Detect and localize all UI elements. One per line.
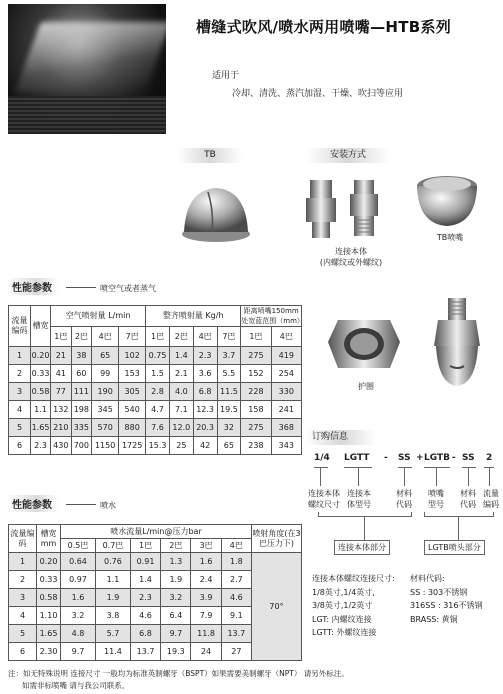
header-air: 空气喷射量 L/min	[51, 306, 146, 327]
perf1-heading: 性能参数	[6, 278, 58, 295]
header-flow-code: 流量编码	[9, 306, 31, 347]
table-cell: 42	[193, 437, 217, 455]
body-spec-line: 1/8英寸,1/4英寸,	[312, 587, 375, 597]
table-cell: 1.6	[61, 589, 96, 607]
table1-subheader: 7巴	[217, 327, 241, 347]
table-cell: 12.0	[169, 419, 193, 437]
table-cell: 540	[119, 401, 146, 419]
table-cell: 21	[51, 347, 72, 365]
table-cell: 330	[271, 383, 301, 401]
table1-subheader: 4巴	[193, 327, 217, 347]
table-row	[9, 553, 302, 571]
table-cell: 1.5	[146, 365, 170, 383]
table-cell: 1.8	[221, 553, 251, 571]
tb-cap-caption: TB喷嘴	[436, 233, 464, 242]
body-spec-line: LGTT: 外螺纹连接	[312, 628, 377, 637]
table-cell: 11.8	[191, 625, 221, 643]
table-row	[9, 347, 302, 365]
order-tick	[489, 468, 490, 486]
tb-tag: TB	[178, 148, 242, 163]
footnote	[8, 668, 349, 692]
order-label-flow: 流量编码	[483, 489, 499, 509]
table-cell: 0.33	[37, 571, 61, 589]
spray-angle-value: 70°	[252, 553, 302, 661]
table-cell: 2.8	[146, 383, 170, 401]
table-cell: 60	[71, 365, 92, 383]
table-cell: 1	[9, 553, 37, 571]
connector-body-caption	[306, 246, 396, 268]
table-cell: 9.7	[161, 625, 191, 643]
connector-body-caption-line1: 连接本体	[335, 247, 367, 256]
body-bracket-stem	[364, 516, 365, 540]
install-tag: 安装方式	[306, 148, 390, 163]
table2-subheader: 0.5巴	[61, 539, 96, 553]
body-bracket	[318, 512, 319, 517]
table-cell: 7.9	[191, 607, 221, 625]
table-cell: 7.1	[169, 401, 193, 419]
table-cell: 2.4	[191, 571, 221, 589]
header-angle: 喷射角度(在3巴压力下)	[252, 525, 302, 553]
table-cell: 254	[271, 365, 301, 383]
table-cell: 1.1	[31, 401, 51, 419]
footnote-line1: 注：如无特殊说明 连接尺寸 一般均为标准英制螺牙（BSPT）如果需要美制螺牙（NPT） 请另外标注。	[8, 669, 349, 678]
air-performance-table	[8, 305, 302, 455]
table-cell: 7.6	[146, 419, 170, 437]
apply-text: 冷却、清洗、蒸汽加湿、干燥、吹扫等应用	[232, 89, 404, 99]
table-cell: 0.76	[95, 553, 130, 571]
table-cell: 102	[119, 347, 146, 365]
table-cell: 4.7	[146, 401, 170, 419]
order-tick	[320, 468, 321, 486]
table-cell: 241	[271, 401, 301, 419]
spray-mist	[15, 22, 166, 92]
table-cell: 13.7	[130, 643, 160, 661]
table-cell: 1725	[119, 437, 146, 455]
apply-label: 适用于	[212, 71, 240, 81]
table-cell: 38	[71, 347, 92, 365]
table-cell: 153	[119, 365, 146, 383]
table-cell: 99	[92, 365, 119, 383]
table-cell: 6.8	[193, 383, 217, 401]
table-cell: 24	[191, 643, 221, 661]
order-tick	[436, 468, 437, 486]
table-cell: 13.7	[221, 625, 251, 643]
table-cell: 335	[71, 419, 92, 437]
table-cell: 111	[71, 383, 92, 401]
order-label-mat1: 材料代码	[396, 489, 412, 509]
table1-subheader: 2巴	[71, 327, 92, 347]
table-cell: 0.33	[31, 365, 51, 383]
connector-body-image	[302, 176, 392, 242]
order-tick	[468, 468, 469, 486]
table1-subheader: 4巴	[92, 327, 119, 347]
table-cell: 210	[51, 419, 72, 437]
material-spec-title: 材料代码:	[410, 574, 445, 583]
table-cell: 25	[169, 437, 193, 455]
header-thrust: 整齐喷射量 Kg/h	[146, 306, 241, 327]
nozzle-bracket-stem	[458, 516, 459, 540]
table-cell: 5	[9, 625, 37, 643]
table-cell: 198	[71, 401, 92, 419]
table-cell: 1.65	[37, 625, 61, 643]
footnote-line2: 如需非标喷嘴 请与我公司联系。	[22, 681, 130, 690]
table-cell: 9.7	[61, 643, 96, 661]
table-cell: 4.0	[169, 383, 193, 401]
table-cell: 0.97	[61, 571, 96, 589]
assembled-nozzle-image	[428, 296, 486, 388]
material-spec-line: SS : 303不锈钢	[410, 587, 468, 597]
table-cell: 3	[9, 383, 31, 401]
water-performance-table	[8, 524, 302, 661]
table-cell: 77	[51, 383, 72, 401]
perf1-note: 喷空气或者蒸气	[100, 284, 156, 293]
table-cell: 3.2	[161, 589, 191, 607]
table-cell: 0.58	[31, 383, 51, 401]
table-cell: 11.4	[95, 643, 130, 661]
table-cell: 4	[9, 607, 37, 625]
table-cell: 6	[9, 643, 37, 661]
table-cell: 41	[51, 365, 72, 383]
table2-subheader: 0.7巴	[95, 539, 130, 553]
order-code-thread: 1/4	[314, 453, 330, 463]
table-cell: 2	[9, 365, 31, 383]
table-cell: 3.8	[95, 607, 130, 625]
order-label-body-thread: 连接本体螺纹尺寸	[308, 489, 340, 509]
header-distance: 距离喷嘴150mm处宽蓝范围（mm）	[241, 307, 304, 325]
table1-subheader: 2巴	[169, 327, 193, 347]
header-flow-code-2: 流量编码	[9, 525, 37, 553]
table-cell: 2.3	[130, 589, 160, 607]
body-spec-title: 连接本体螺纹连接尺寸:	[312, 574, 395, 583]
table-cell: 1.10	[37, 607, 61, 625]
table-cell: 4.6	[221, 589, 251, 607]
order-code-body: LGTT	[344, 453, 370, 463]
table-cell: 158	[241, 401, 271, 419]
perf2-leader-line	[66, 504, 96, 505]
perf2-heading: 性能参数	[6, 495, 58, 512]
order-code-nozzle: LGTB	[424, 453, 450, 463]
order-tick	[358, 468, 359, 486]
order-code-dash1: -	[384, 453, 388, 463]
table2-subheader: 1巴	[130, 539, 160, 553]
table-cell: 0.20	[31, 347, 51, 365]
table-cell: 190	[92, 383, 119, 401]
table-cell: 4.6	[130, 607, 160, 625]
connector-body-caption-line2: (内螺纹或外螺纹)	[319, 258, 383, 267]
table-cell: 228	[241, 383, 271, 401]
table-cell: 152	[241, 365, 271, 383]
table-row	[9, 419, 302, 437]
tb-cap-image	[414, 170, 480, 228]
table-cell: 3.7	[217, 347, 241, 365]
table-cell: 4	[9, 401, 31, 419]
order-tag: 订购信息	[306, 430, 376, 445]
table-cell: 5	[9, 419, 31, 437]
material-spec-line: BRASS: 黄铜	[410, 614, 458, 624]
table-cell: 1	[9, 347, 31, 365]
table-cell: 1150	[92, 437, 119, 455]
table-cell: 368	[271, 419, 301, 437]
table-row	[9, 383, 302, 401]
table-cell: 2.3	[193, 347, 217, 365]
table-cell: 5.7	[95, 625, 130, 643]
table-row	[9, 365, 302, 383]
table-cell: 32	[217, 419, 241, 437]
table-cell: 0.20	[37, 553, 61, 571]
table1-subheader: 1巴	[51, 327, 72, 347]
table1-subheader: 1巴	[241, 327, 271, 347]
table-row	[9, 401, 302, 419]
table-cell: 15.3	[146, 437, 170, 455]
order-code-mat2: SS	[462, 453, 475, 463]
body-spec-line: 3/8英寸,1/2英寸	[312, 601, 373, 610]
table-cell: 430	[51, 437, 72, 455]
table-cell: 65	[217, 437, 241, 455]
material-spec-line: 316SS : 316不锈钢	[410, 601, 483, 610]
table-cell: 6.4	[161, 607, 191, 625]
header-slot-2: 槽宽mm	[37, 525, 61, 553]
table-cell: 2	[9, 571, 37, 589]
table-cell: 6	[9, 437, 31, 455]
table-cell: 0.91	[130, 553, 160, 571]
table-cell: 1.1	[95, 571, 130, 589]
order-label-mat2: 材料代码	[460, 489, 476, 509]
table2-subheader: 4巴	[221, 539, 251, 553]
table-cell: 343	[271, 437, 301, 455]
table-cell: 11.5	[217, 383, 241, 401]
spray-photo	[8, 4, 166, 134]
table-cell: 132	[51, 401, 72, 419]
table-cell: 65	[92, 347, 119, 365]
header-slot: 槽宽	[31, 306, 51, 347]
table-cell: 1.3	[161, 553, 191, 571]
table-cell: 0.58	[37, 589, 61, 607]
table-cell: 9.1	[221, 607, 251, 625]
order-code-dash2: -	[452, 453, 456, 463]
page-title: 槽缝式吹风/喷水两用喷嘴—HTB系列	[196, 18, 452, 36]
table-cell: 700	[71, 437, 92, 455]
order-underline	[424, 467, 450, 468]
table2-subheader: 3巴	[191, 539, 221, 553]
water-surface	[8, 96, 166, 134]
table1-subheader: 4巴	[271, 327, 301, 347]
tb-nozzle-image	[180, 184, 252, 244]
table-cell: 4.8	[61, 625, 96, 643]
table-cell: 305	[119, 383, 146, 401]
table-cell: 1.9	[161, 571, 191, 589]
table-cell: 0.64	[61, 553, 96, 571]
perf1-leader-line	[66, 287, 96, 288]
table-cell: 2.30	[37, 643, 61, 661]
table-cell: 275	[241, 347, 271, 365]
order-underline	[314, 467, 328, 468]
table-cell: 1.9	[95, 589, 130, 607]
nozzle-bracket	[424, 512, 425, 517]
order-code-flow: 2	[486, 453, 493, 463]
table-cell: 0.75	[146, 347, 170, 365]
table-cell: 2.7	[221, 571, 251, 589]
nozzle-bracket	[493, 512, 494, 517]
table-cell: 3.6	[193, 365, 217, 383]
body-spec-line: LGT: 内螺纹连接	[312, 614, 372, 624]
table-cell: 6.8	[130, 625, 160, 643]
body-spec	[312, 572, 395, 640]
table2-subheader: 2巴	[161, 539, 191, 553]
table-cell: 1.4	[130, 571, 160, 589]
table-cell: 345	[92, 401, 119, 419]
table-cell: 419	[271, 347, 301, 365]
order-label-nozzle-model: 喷嘴型号	[428, 489, 444, 509]
table-cell: 275	[241, 419, 271, 437]
table-cell: 12.3	[193, 401, 217, 419]
perf2-note: 喷水	[100, 501, 116, 510]
table-cell: 1.4	[169, 347, 193, 365]
table-cell: 570	[92, 419, 119, 437]
table-cell: 1.65	[31, 419, 51, 437]
table1-subheader: 1巴	[146, 327, 170, 347]
table1-subheader: 7巴	[119, 327, 146, 347]
table-cell: 238	[241, 437, 271, 455]
table-row	[9, 437, 302, 455]
table-cell: 19.5	[217, 401, 241, 419]
table-cell: 2.1	[169, 365, 193, 383]
table-cell: 19.3	[161, 643, 191, 661]
order-label-body-model: 连接本体型号	[347, 489, 371, 509]
material-spec	[410, 572, 482, 626]
order-underline	[462, 467, 476, 468]
table-cell: 27	[221, 643, 251, 661]
body-bracket	[318, 516, 412, 517]
table-cell: 3.9	[191, 589, 221, 607]
order-code-plus: +	[416, 453, 424, 463]
table-cell: 1.6	[191, 553, 221, 571]
table-cell: 20.3	[193, 419, 217, 437]
table-cell: 5.5	[217, 365, 241, 383]
body-part-box: 连接本体部分	[334, 540, 390, 555]
order-tick	[404, 468, 405, 486]
nozzle-bracket	[424, 516, 494, 517]
table-cell: 3	[9, 589, 37, 607]
guard-caption: 护圈	[358, 382, 374, 391]
nozzle-part-box: LGTB喷头部分	[424, 540, 485, 555]
guard-ring-image	[326, 312, 402, 376]
table-cell: 880	[119, 419, 146, 437]
order-underline	[398, 467, 412, 468]
body-bracket	[411, 512, 412, 517]
header-water: 喷水流量L/min@压力bar	[61, 525, 252, 539]
order-code-mat1: SS	[398, 453, 411, 463]
table-cell: 2.3	[31, 437, 51, 455]
table-cell: 3.2	[61, 607, 96, 625]
